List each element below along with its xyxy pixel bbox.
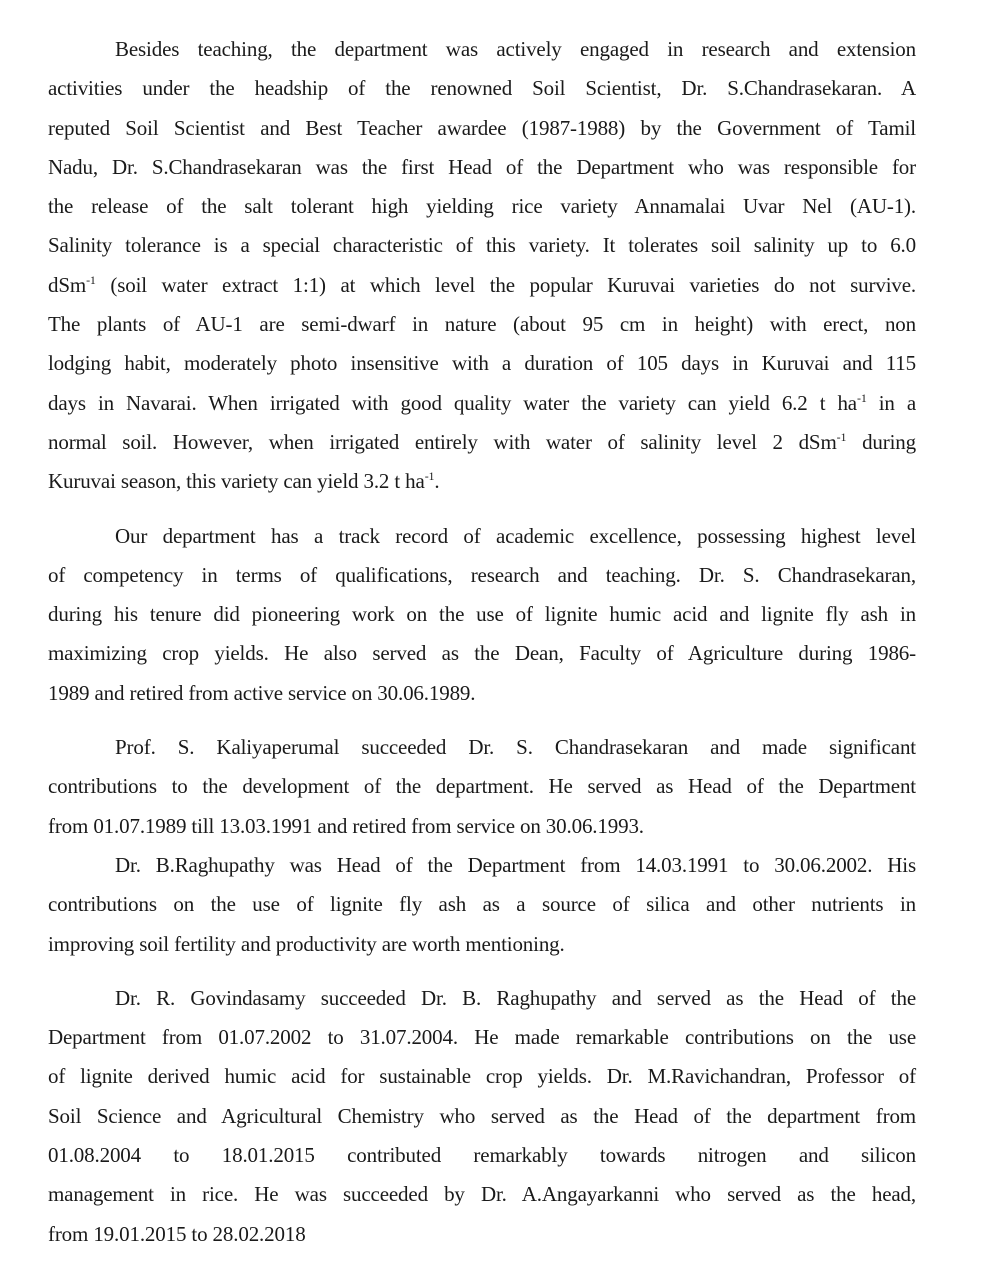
text-line [48,423,916,462]
paragraph-spacer [48,964,916,979]
paragraph-p5 [48,979,916,1254]
text-run: Department from 01.07.2002 to 31.07.2004. He made remarkable contributions on the use [48,1025,916,1050]
text-run: management in rice. He was succeeded by Dr. A.Angayarkanni who served as the head, [48,1182,916,1207]
text-run: from 19.01.2015 to 28.02.2018 [48,1221,306,1246]
text-line [48,187,916,226]
superscript: -1 [424,469,435,484]
paragraph-spacer [48,713,916,728]
text-run: normal soil. However, when irrigated entirely with water of salinity level 2 dSm [48,429,837,454]
text-run: of competency in terms of qualifications, research and teaching. Dr. S. Chandrasekaran, [48,562,916,587]
text-line [48,148,916,187]
text-line [48,344,916,383]
paragraph-spacer [48,502,916,517]
text-run: Salinity tolerance is a special characteristic of this variety. It tolerates soil salinity up to 6.0 [48,233,916,258]
text-run: the release of the salt tolerant high yielding rice variety Annamalai Uvar Nel (AU-1). [48,194,916,219]
text-line [48,1175,916,1214]
text-run: from 01.07.1989 till 13.03.1991 and retired from service on 30.06.1993. [48,813,644,838]
text-run: dSm [48,272,87,297]
superscript: -1 [86,272,96,287]
text-line [48,305,916,344]
text-line [48,1215,916,1254]
text-run: during [846,429,916,454]
text-run: (soil water extract 1:1) at which level the popular Kuruvai varieties do not survive. [95,272,916,297]
text-line [48,728,916,767]
text-line [48,1136,916,1175]
text-line [48,979,916,1018]
text-run: Soil Science and Agricultural Chemistry who served as the Head of the department from [48,1103,916,1128]
text-run: reputed Soil Scientist and Best Teacher awardee (1987-1988) by the Government of Tamil [48,115,916,140]
text-line [48,384,916,423]
text-line [48,1057,916,1096]
text-line [48,634,916,673]
paragraph-p3 [48,728,916,846]
text-line [48,226,916,265]
text-run: activities under the headship of the renowned Soil Scientist, Dr. S.Chandrasekaran. A [48,76,916,101]
text-line [48,1097,916,1136]
text-run: Kuruvai season, this variety can yield 3.2 t ha [48,469,425,494]
text-line [48,109,916,148]
text-run: contributions to the development of the department. He served as Head of the Department [48,774,916,799]
paragraph-p2 [48,517,916,713]
text-run: days in Navarai. When irrigated with good quality water the variety can yield 6.2 t ha [48,390,857,415]
text-run: lodging habit, moderately photo insensitive with a duration of 105 days in Kuruvai and 115 [48,351,916,376]
text-line [48,69,916,108]
text-line [48,266,916,305]
text-run: 01.08.2004 to 18.01.2015 contributed remarkably towards nitrogen and silicon [48,1143,916,1168]
text-run: in a [866,390,916,415]
text-line [48,1018,916,1057]
superscript: -1 [856,390,867,405]
text-line [48,595,916,634]
text-run: Nadu, Dr. S.Chandrasekaran was the first Head of the Department who was responsible for [48,154,916,179]
text-run: of lignite derived humic acid for sustainable crop yields. Dr. M.Ravichandran, Professor of [48,1064,916,1089]
text-run: improving soil fertility and productivity are worth mentioning. [48,931,565,956]
text-line [48,556,916,595]
text-run: Prof. S. Kaliyaperumal succeeded Dr. S. Chandrasekaran and made significant [115,735,916,760]
text-run: Our department has a track record of academic excellence, possessing highest level [115,523,916,548]
text-line [48,807,916,846]
text-line [48,462,916,501]
text-line [48,517,916,556]
text-run: Besides teaching, the department was actively engaged in research and extension [115,37,916,61]
text-line [48,767,916,806]
paragraph-p1 [48,30,916,502]
text-run: The plants of AU-1 are semi-dwarf in nature (about 95 cm in height) with erect, non [48,312,916,337]
superscript: -1 [836,429,847,444]
text-run: 1989 and retired from active service on 30.06.1989. [48,680,476,705]
paragraph-p4 [48,846,916,964]
text-line [48,885,916,924]
text-line [48,30,916,69]
text-run: . [434,469,440,494]
text-run: Dr. R. Govindasamy succeeded Dr. B. Raghupathy and served as the Head of the [115,985,916,1010]
text-run: Dr. B.Raghupathy was Head of the Department from 14.03.1991 to 30.06.2002. His [115,852,916,877]
text-run: contributions on the use of lignite fly ash as a source of silica and other nutrients in [48,892,916,917]
text-line [48,846,916,885]
document-page [48,30,916,1254]
text-run: during his tenure did pioneering work on the use of lignite humic acid and lignite fly ash in [48,602,916,627]
text-run: maximizing crop yields. He also served as the Dean, Faculty of Agriculture during 1986- [48,641,916,666]
text-line [48,925,916,964]
text-line [48,674,916,713]
